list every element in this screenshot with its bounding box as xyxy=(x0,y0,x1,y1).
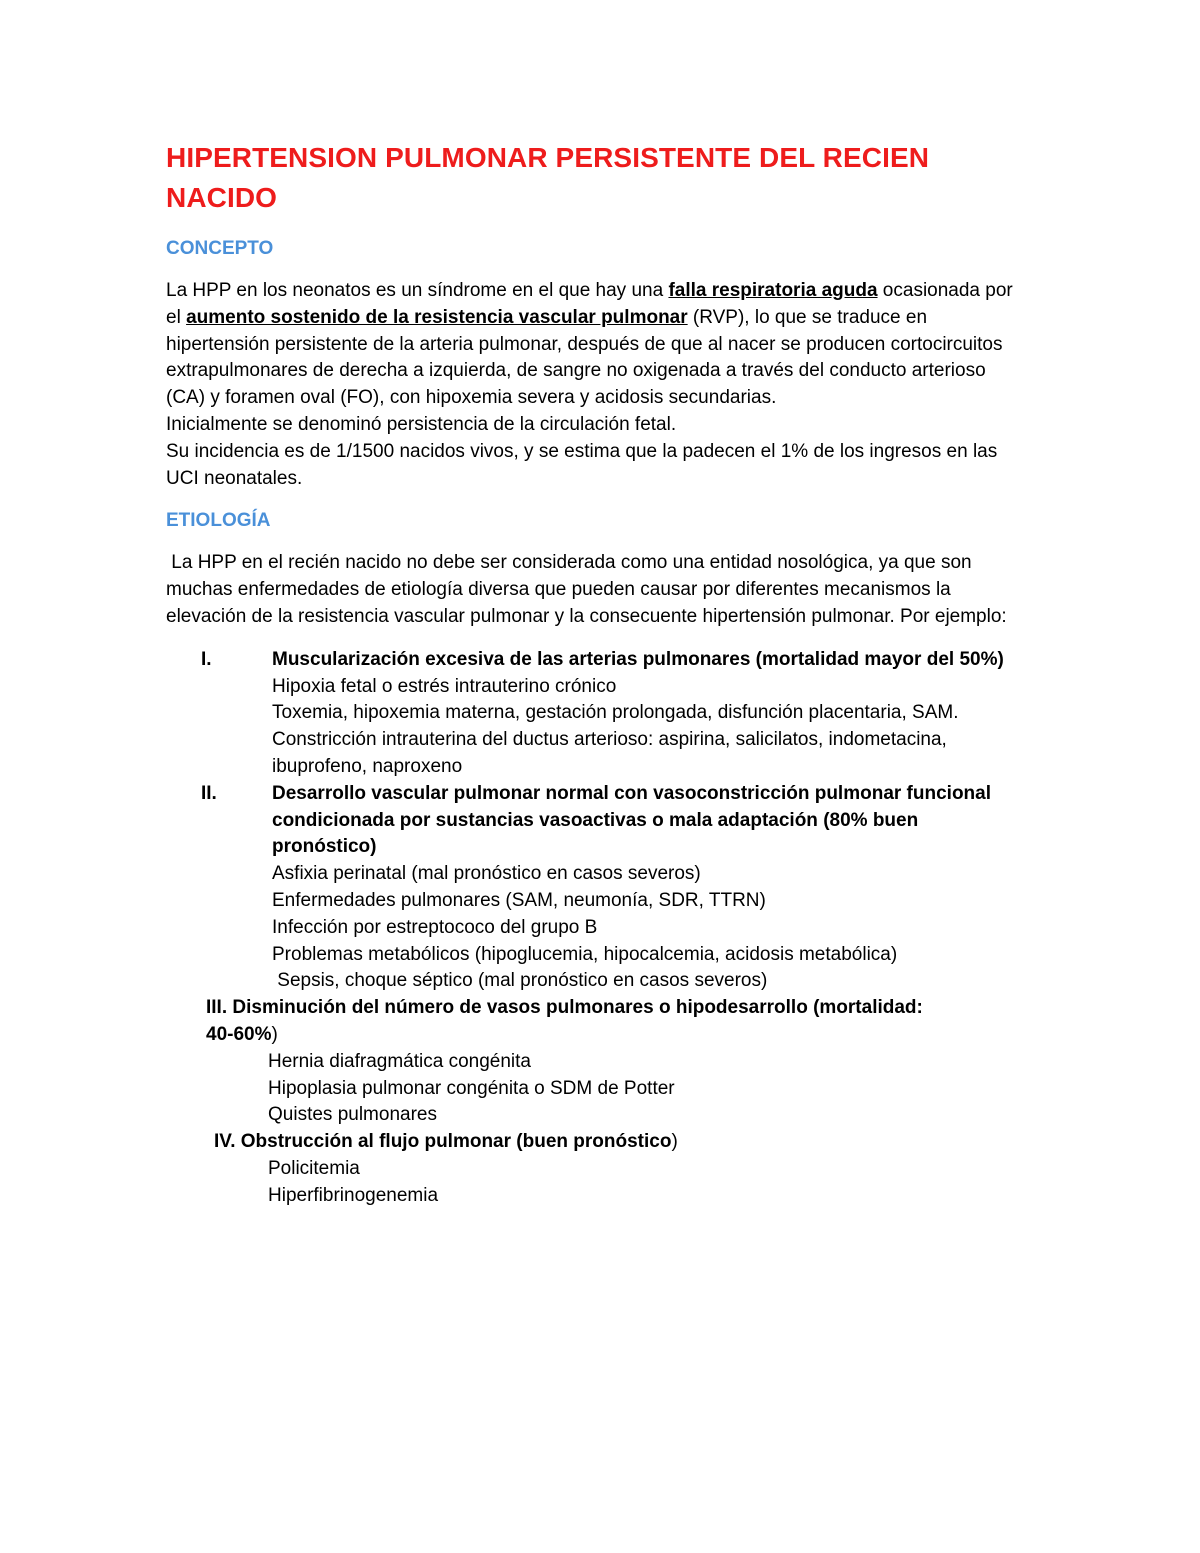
concepto-line-incidencia: Su incidencia es de 1/1500 nacidos vivos, y se estima que la padecen el 1% de los ingresos en las UCI neonatales. xyxy=(166,440,998,489)
item-ii-sub-4: Problemas metabólicos (hipoglucemia, hipocalcemia, acidosis metabólica) xyxy=(272,943,898,965)
item-ii-sub-2: Enfermedades pulmonares (SAM, neumonía, SDR, TTRN) xyxy=(272,889,766,911)
item-iii-title-line-2: 40-60% xyxy=(206,1023,272,1045)
item-iv-sub-1: Policitemia xyxy=(268,1157,360,1179)
numeral-iii: III. xyxy=(206,997,228,1019)
numeral-i: I. xyxy=(201,648,212,670)
concepto-text-c: ocasionada por el xyxy=(166,280,1013,328)
item-i-sub-3: Constricción intrauterina del ductus arterioso: aspirina, salicilatos, indometacina, ibuprofeno, naproxeno xyxy=(272,729,947,777)
numeral-iv: IV. xyxy=(214,1131,236,1153)
concepto-heading: CONCEPTO xyxy=(166,238,274,259)
item-ii-sub-3: Infección por estreptococo del grupo B xyxy=(272,916,598,938)
concepto-paragraph xyxy=(166,278,1026,492)
title-line-2: NACIDO xyxy=(166,182,278,213)
etiologia-list xyxy=(166,647,1026,1210)
title-line-1: HIPERTENSION PULMONAR PERSISTENTE DEL RECIEN xyxy=(166,142,930,173)
item-iii-sub-3: Quistes pulmonares xyxy=(268,1104,437,1126)
concepto-text-a: La HPP en los neonatos es un síndrome en el que hay una xyxy=(166,280,669,301)
item-iii-title-close: ) xyxy=(271,1023,278,1045)
concepto-line-denomino: Inicialmente se denominó persistencia de la circulación fetal. xyxy=(166,413,677,435)
item-i-title: Muscularización excesiva de las arterias pulmonares (mortalidad mayor del 50%) xyxy=(272,648,1004,670)
numeral-ii: II. xyxy=(201,782,217,804)
etiologia-intro: La HPP en el recién nacido no debe ser considerada como una entidad nosológica, ya que son muchas enfermedades de etiología diversa que pueden causar por diferentes mecanismos la elevación de la resistencia vascular pulmonar y la consecuente hipertensión pulmonar. Por ejemplo: xyxy=(166,552,1007,627)
list-item-ii xyxy=(166,781,1026,995)
concepto-text-e: (RVP), lo que se traduce en hipertensión persistente de la arteria pulmonar, después de que al nacer se producen cortocircuitos extrapulmonares de derecha a izquierda, de sangre no oxigenada a través del conducto arterioso (CA) y foramen oval (FO), con hipoxemia severa y acidosis secundarias. xyxy=(166,306,1003,409)
document-title xyxy=(166,138,1026,218)
item-iv-sub-2: Hiperfibrinogenemia xyxy=(268,1184,439,1206)
concepto-emphasis-aumento: aumento sostenido de la resistencia vascular pulmonar xyxy=(186,306,688,328)
item-iii-title-line-1: Disminución del número de vasos pulmonares o hipodesarrollo (mortalidad: xyxy=(232,997,923,1019)
item-iv-title-close: ) xyxy=(671,1131,678,1153)
concepto-emphasis-falla: falla respiratoria aguda xyxy=(668,280,878,301)
item-iii-title xyxy=(166,995,1026,1049)
item-i-sub-2: Toxemia, hipoxemia materna, gestación prolongada, disfunción placentaria, SAM. xyxy=(272,702,959,724)
item-ii-sub-5: Sepsis, choque séptico (mal pronóstico en casos severos) xyxy=(272,970,768,992)
etiologia-heading: ETIOLOGÍA xyxy=(166,510,271,532)
item-iv-title-text: Obstrucción al flujo pulmonar (buen pronóstico xyxy=(240,1131,672,1153)
list-item-i xyxy=(166,647,1026,781)
item-iv-title xyxy=(166,1129,1026,1156)
item-i-sub-1: Hipoxia fetal o estrés intrauterino crónico xyxy=(272,675,617,697)
item-ii-title: Desarrollo vascular pulmonar normal con vasoconstricción pulmonar funcional condicionada por sustancias vasoactivas o mala adaptación (80% buen pronóstico) xyxy=(272,782,992,858)
document-content xyxy=(166,138,1026,1210)
item-iii-sub-2: Hipoplasia pulmonar congénita o SDM de Potter xyxy=(268,1077,675,1099)
item-ii-sub-1: Asfixia perinatal (mal pronóstico en casos severos) xyxy=(272,863,701,885)
item-iii-sub-1: Hernia diafragmática congénita xyxy=(268,1050,531,1072)
